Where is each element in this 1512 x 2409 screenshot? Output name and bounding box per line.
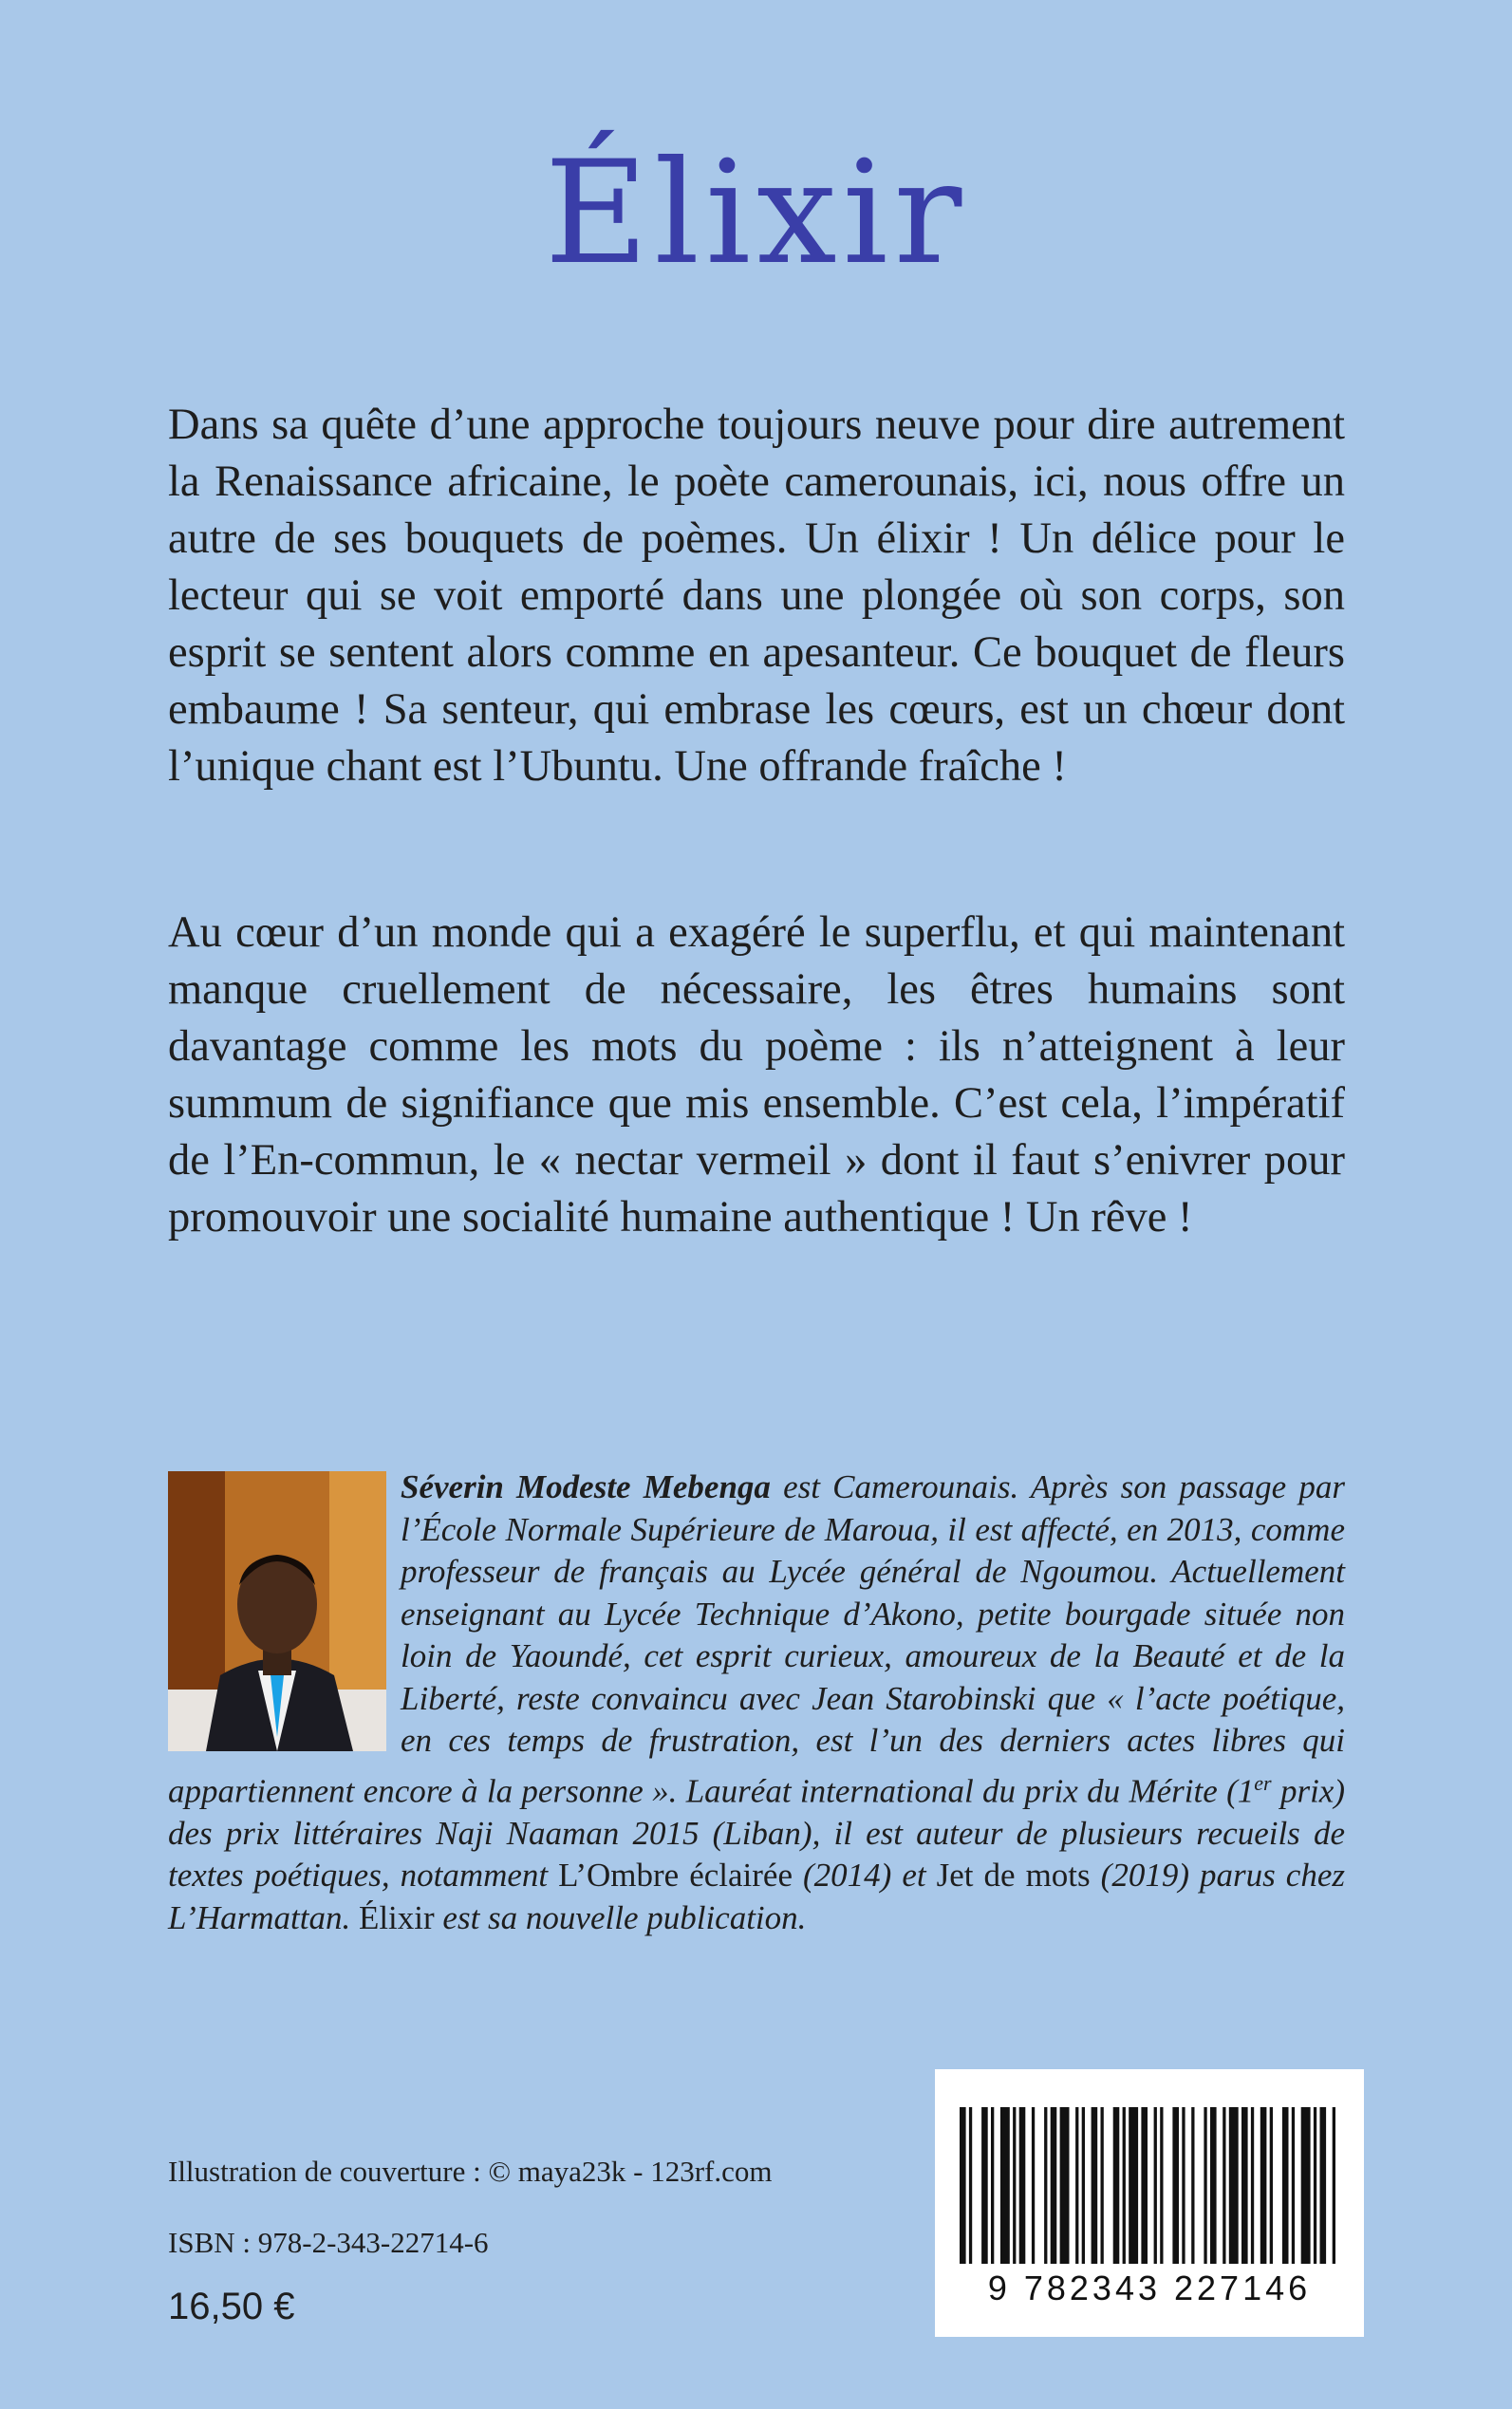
barcode-bar [1060, 2107, 1070, 2264]
barcode-bar [1154, 2107, 1157, 2264]
barcode-bar [969, 2107, 972, 2264]
bio-text-3: (2014) et [792, 1857, 937, 1895]
book-title-1: L’Ombre éclairée [558, 1857, 793, 1895]
cover-credit: Illustration de couverture : © maya23k - 123rf.com [168, 2155, 773, 2188]
bio-text-1: est Camerounais. Après son passage par l’École Normale Supérieure de Maroua, il est affecté, en 2013, comme professeur de français au Lycée général de Ngoumou. Actuellement enseignant au Lycée Technique d’Akono, petite bourgade située non loin de Yaoundé, cet esprit curieux, amoureux de la Beauté et de la Liberté, reste convaincu avec Jean Starobinski que « l’acte poétique, en ces temps de frustration, est l’un des derniers actes libres qui appartiennent encore à la personne ». Lauréat international du prix du Mérite (1 [168, 1468, 1345, 1810]
barcode-bar [1191, 2107, 1194, 2264]
bio-superscript: er [1254, 1770, 1272, 1795]
blurb-text-1: Dans sa quête d’une approche toujours neuve pour dire autrement la Renaissance africaine, le poète camerounais, ici, nous offre un autre de ses bouquets de poèmes. Un élixir ! Un délice pour le lecteur qui se voit emporté dans une plongée où son corps, son esprit se sentent alors comme en apesanteur. Ce bouquet de fleurs embaume ! Sa senteur, qui embrase les cœurs, est un chœur dont l’unique chant est l’Ubuntu. Une offrande fraîche ! [168, 401, 1345, 791]
barcode-bar [1160, 2107, 1163, 2264]
barcode-bar [960, 2107, 966, 2264]
barcode-bar [1282, 2107, 1289, 2264]
barcode-bar [1141, 2107, 1148, 2264]
barcode-bar [1082, 2107, 1085, 2264]
book-title-3: Élixir [358, 1898, 435, 1936]
barcode-bar [1113, 2107, 1120, 2264]
barcode-bar [1013, 2107, 1016, 2264]
barcode-bar [1051, 2107, 1057, 2264]
photo-spacer [168, 1466, 401, 1751]
barcode [935, 2069, 1364, 2337]
barcode-bars [960, 2107, 1339, 2264]
barcode-bar [1075, 2107, 1078, 2264]
barcode-bar [991, 2107, 994, 2264]
barcode-bar [1210, 2107, 1217, 2264]
book-title [0, 131, 1512, 296]
barcode-bar [1032, 2107, 1035, 2264]
price-text: 16,50 € [168, 2286, 295, 2327]
barcode-bar [1204, 2107, 1206, 2264]
barcode-bar [1292, 2107, 1295, 2264]
barcode-bar [1333, 2107, 1335, 2264]
barcode-bar [981, 2107, 988, 2264]
book-title-2: Jet de mots [936, 1857, 1091, 1895]
barcode-bar [1314, 2107, 1316, 2264]
barcode-bar [1044, 2107, 1047, 2264]
barcode-bar [1000, 2107, 1010, 2264]
blurb-text-2: Au cœur d’un monde qui a exagéré le superflu, et qui maintenant manque cruellement de nécessaire, les êtres humains sont davantage comme les mots du poème : ils n’atteignent à leur summum de signifiance que mis ensemble. C’est cela, l’impératif de l’En-commun, le « nectar vermeil » dont il faut s’enivrer pour promouvoir une socialité humaine authentique ! Un rêve ! [168, 908, 1345, 1242]
barcode-bar [1092, 2107, 1098, 2264]
bio-text-2: prix) des prix littéraires Naji Naaman 2015 (Liban), il est auteur de plusieurs recueils de textes poétiques, notamment [168, 1772, 1345, 1895]
barcode-bar [1172, 2107, 1179, 2264]
author-bio [168, 1466, 1345, 1939]
barcode-bar [1129, 2107, 1138, 2264]
barcode-bar [1320, 2107, 1327, 2264]
barcode-bar [1182, 2107, 1185, 2264]
barcode-bar [1123, 2107, 1126, 2264]
barcode-bar [1229, 2107, 1239, 2264]
blurb-paragraph-1 [168, 397, 1345, 795]
bio-text-5: est sa nouvelle publication. [434, 1898, 807, 1936]
barcode-bar [1241, 2107, 1248, 2264]
bio-text-4: (2019) parus chez L’Harmattan. [168, 1857, 1345, 1936]
barcode-bar [1019, 2107, 1026, 2264]
book-title-text: Élixir [544, 131, 968, 296]
barcode-bar [1223, 2107, 1225, 2264]
barcode-bar [1260, 2107, 1267, 2264]
barcode-bar [1101, 2107, 1104, 2264]
author-name: Séverin Modeste Mebenga [401, 1468, 771, 1505]
blurb-paragraph-2 [168, 905, 1345, 1246]
barcode-bar [1251, 2107, 1254, 2264]
barcode-bar [1301, 2107, 1311, 2264]
barcode-bar [1270, 2107, 1273, 2264]
barcode-digits: 9 782343 227146 [987, 2269, 1312, 2307]
isbn-text: ISBN : 978-2-343-22714-6 [168, 2226, 489, 2259]
